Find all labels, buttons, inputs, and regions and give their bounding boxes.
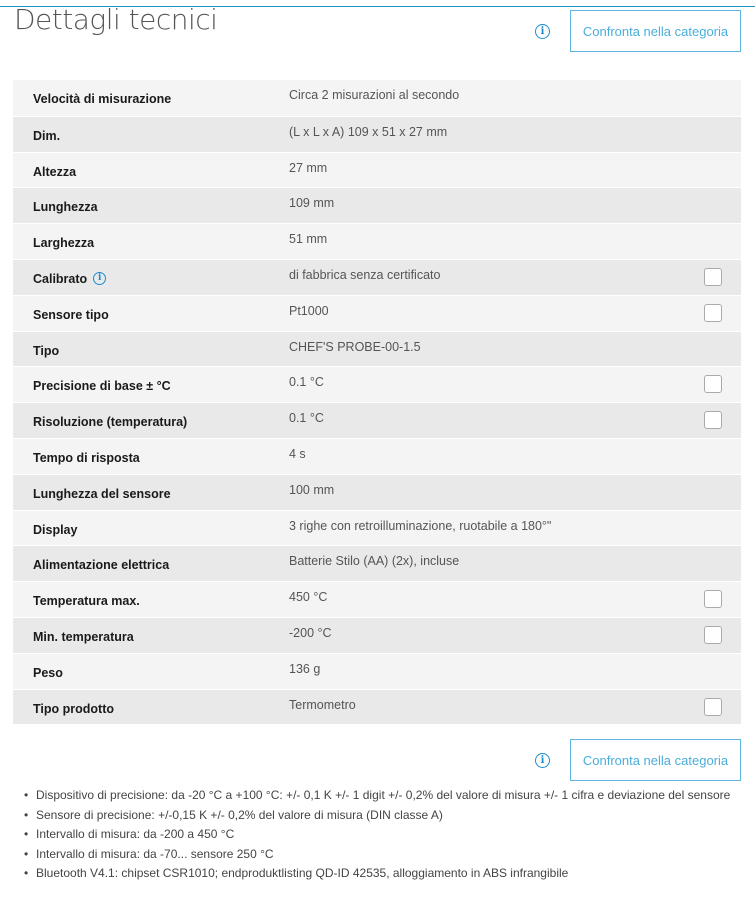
compare-checkbox[interactable] xyxy=(704,698,722,716)
spec-label xyxy=(33,92,171,106)
spec-row xyxy=(13,545,741,581)
compare-checkbox[interactable] xyxy=(704,411,722,429)
spec-value: 136 g xyxy=(289,661,321,676)
compare-checkbox[interactable] xyxy=(704,590,722,608)
spec-value: Termometro xyxy=(289,697,356,712)
spec-row xyxy=(13,653,741,689)
spec-label xyxy=(33,630,134,644)
spec-value: 0.1 °C xyxy=(289,411,324,426)
feature-item: • Bluetooth V4.1: chipset CSR1010; endproduktlisting QD-ID 42535, alloggiamento in ABS infrangibile xyxy=(36,864,736,884)
spec-value: Circa 2 misurazioni al secondo xyxy=(289,88,460,102)
spec-label-text: Larghezza xyxy=(33,236,95,251)
spec-label xyxy=(33,523,77,537)
spec-label-text: Risoluzione (temperatura) xyxy=(33,415,188,430)
spec-label-text: Display xyxy=(33,522,78,537)
compare-category-button-bottom[interactable]: Confronta nella categoria xyxy=(570,739,741,781)
spec-row xyxy=(13,581,741,617)
specs-table xyxy=(13,80,741,724)
info-icon[interactable]: i xyxy=(93,272,106,285)
spec-label-text: Peso xyxy=(33,665,63,680)
spec-value: 450 °C xyxy=(289,590,328,605)
spec-label-text: Velocità di misurazione xyxy=(33,92,172,106)
spec-label xyxy=(33,200,98,214)
spec-label xyxy=(33,308,109,322)
spec-value: 100 mm xyxy=(289,482,335,497)
spec-row xyxy=(13,331,741,367)
spec-value: 51 mm xyxy=(289,232,328,247)
spec-label-text: Temperatura max. xyxy=(33,594,140,609)
spec-value: di fabbrica senza certificato xyxy=(289,267,441,282)
compare-checkbox[interactable] xyxy=(704,304,722,322)
spec-row xyxy=(13,510,741,546)
spec-value: 3 righe con retroilluminazione, ruotabile a 180°" xyxy=(289,518,552,533)
spec-row xyxy=(13,259,741,295)
spec-label xyxy=(33,594,140,608)
spec-label-text: Calibrato xyxy=(33,271,88,286)
spec-value: Batterie Stilo (AA) (2x), incluse xyxy=(289,554,460,569)
compare-top xyxy=(535,10,741,52)
spec-label xyxy=(33,558,169,572)
feature-item: • Intervallo di misura: da -70... sensore 250 °C xyxy=(36,845,736,865)
spec-label xyxy=(33,487,171,501)
compare-checkbox[interactable] xyxy=(704,626,722,644)
spec-row xyxy=(13,187,741,223)
spec-label xyxy=(33,451,140,465)
spec-label-text: Tipo xyxy=(33,343,60,358)
compare-bottom xyxy=(535,739,741,781)
page-title: Dettagli tecnici xyxy=(14,3,218,36)
spec-row xyxy=(13,116,741,152)
spec-row xyxy=(13,474,741,510)
spec-value: (L x L x A) 109 x 51 x 27 mm xyxy=(289,124,448,139)
spec-value: 0.1 °C xyxy=(289,375,324,390)
spec-label xyxy=(33,702,114,716)
feature-item: • Intervallo di misura: da -200 a 450 °C xyxy=(36,825,736,845)
spec-label-text: Alimentazione elettrica xyxy=(33,558,170,573)
spec-label xyxy=(33,379,171,393)
spec-label-text: Min. temperatura xyxy=(33,629,134,644)
spec-label-text: Tipo prodotto xyxy=(33,701,114,716)
spec-label xyxy=(33,165,76,179)
spec-row xyxy=(13,402,741,438)
feature-item: • Sensore di precisione: +/-0,15 K +/- 0,2% del valore di misura (DIN classe A) xyxy=(36,806,736,826)
feature-list xyxy=(36,786,736,884)
spec-row xyxy=(13,223,741,259)
info-icon[interactable]: i xyxy=(535,24,550,39)
compare-checkbox[interactable] xyxy=(704,375,722,393)
spec-label-text: Tempo di risposta xyxy=(33,450,140,465)
info-icon[interactable]: i xyxy=(535,753,550,768)
spec-value: Pt1000 xyxy=(289,303,329,318)
spec-label xyxy=(33,236,94,250)
spec-row xyxy=(13,152,741,188)
spec-value: CHEF'S PROBE-00-1.5 xyxy=(289,339,421,354)
spec-row xyxy=(13,617,741,653)
spec-label xyxy=(33,272,106,286)
spec-label xyxy=(33,415,187,429)
spec-row xyxy=(13,366,741,402)
spec-label-text: Lunghezza del sensore xyxy=(33,486,171,501)
spec-row xyxy=(13,438,741,474)
spec-label-text: Precisione di base ± °C xyxy=(33,379,171,394)
spec-row xyxy=(13,689,741,725)
feature-item: • Dispositivo di precisione: da -20 °C a +100 °C: +/- 0,1 K +/- 1 digit +/- 0,2% del valore di misura +/- 1 cifra e deviazione del sensore xyxy=(36,786,736,806)
compare-checkbox[interactable] xyxy=(704,268,722,286)
spec-value: 27 mm xyxy=(289,160,328,175)
spec-label-text: Lunghezza xyxy=(33,200,98,215)
spec-label xyxy=(33,666,63,680)
spec-value: 4 s xyxy=(289,446,306,461)
spec-label xyxy=(33,129,60,143)
spec-value: 109 mm xyxy=(289,196,335,211)
spec-value: -200 °C xyxy=(289,625,332,640)
spec-label xyxy=(33,344,59,358)
spec-label-text: Altezza xyxy=(33,164,77,179)
spec-label-text: Sensore tipo xyxy=(33,307,109,322)
spec-row xyxy=(13,295,741,331)
compare-category-button[interactable]: Confronta nella categoria xyxy=(570,10,741,52)
spec-row xyxy=(13,80,741,116)
spec-label-text: Dim. xyxy=(33,128,61,143)
